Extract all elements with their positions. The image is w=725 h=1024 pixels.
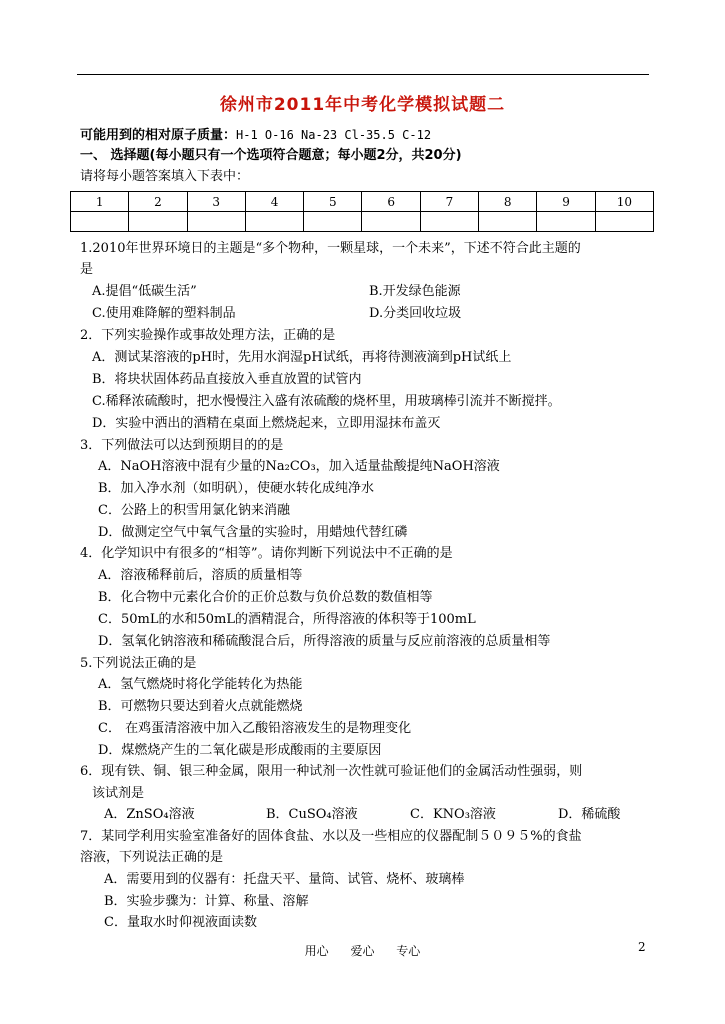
question-1-option-d: D.分类回收垃圾 [369,306,462,321]
answer-cell[interactable] [71,212,129,232]
question-6-option-c: C．KNO₃溶液 [410,807,496,822]
answer-cell[interactable] [420,212,478,232]
question-2-stem: 2．下列实验操作或事故处理方法，正确的是 [80,328,336,343]
question-4-option-c: C．50mL的水和50mL的酒精混合，所得溶液的体积等于100mL [98,612,476,627]
question-4-stem: 4．化学知识中有很多的“相等”。请你判断下列说法中不正确的是 [80,546,453,561]
question-2-option-d: D．实验中洒出的酒精在桌面上燃烧起来，立即用湿抹布盖灭 [92,416,441,431]
question-1-option-c: C.使用难降解的塑料制品 [92,306,236,321]
question-6-option-b: B．CuSO₄溶液 [266,807,358,822]
instruction: 请将每小题答案填入下表中： [80,169,250,184]
answer-header-cell: 8 [479,192,537,212]
question-7-option-a: A．需要用到的仪器有：托盘天平、量筒、试管、烧杯、玻璃棒 [104,872,465,887]
question-5-option-b: B．可燃物只要达到着火点就能燃烧 [98,699,303,714]
question-4-option-b: B．化合物中元素化合价的正价总数与负价总数的数值相等 [98,590,433,605]
question-2-option-b: B．将块状固体药品直接放入垂直放置的试管内 [92,372,362,387]
answer-cell[interactable] [537,212,595,232]
question-2-option-c: C.稀释浓硫酸时，把水慢慢注入盛有浓硫酸的烧杯里，用玻璃棒引流并不断搅拌。 [92,394,561,409]
answer-header-cell: 9 [537,192,595,212]
question-3-option-d: D．做测定空气中氧气含量的实验时，用蜡烛代替红磷 [98,525,408,540]
question-6-stem: 6．现有铁、铜、银三种金属，限用一种试剂一次性就可验证他们的金属活动性强弱，则 [80,764,583,779]
question-6-option-a: A．ZnSO₄溶液 [104,807,195,822]
question-7-option-b: B．实验步骤为：计算、称量、溶解 [104,894,309,909]
answer-cell[interactable] [187,212,245,232]
question-3-stem: 3．下列做法可以达到预期目的的是 [80,438,284,453]
answer-cell[interactable] [245,212,303,232]
answer-cell[interactable] [129,212,187,232]
question-5-option-d: D．煤燃烧产生的二氧化碳是形成酸雨的主要原因 [98,743,382,758]
question-4-option-a: A．溶液稀释前后，溶质的质量相等 [98,568,303,583]
question-1-option-b: B.开发绿色能源 [369,284,461,299]
question-7-stem-cont: 溶液，下列说法正确的是 [80,850,224,865]
question-5-stem: 5.下列说法正确的是 [80,656,197,671]
question-5-option-a: A．氢气燃烧时将化学能转化为热能 [98,677,303,692]
question-4-option-d: D．氢氧化钠溶液和稀硫酸混合后，所得溶液的质量与反应前溶液的总质量相等 [98,634,551,649]
answer-cell[interactable] [362,212,420,232]
answer-header-cell: 6 [362,192,420,212]
question-3-option-c: C．公路上的积雪用氯化钠来消融 [98,503,290,518]
answer-table [70,191,654,232]
page-title: 徐州市2011年中考化学模拟试题二 [219,95,506,115]
question-1-option-a: A.提倡“低碳生活” [92,284,197,299]
question-7-option-c: C．量取水时仰视液面读数 [104,915,257,930]
answer-header-cell: 4 [245,192,303,212]
question-5-option-c: C． 在鸡蛋清溶液中加入乙酸铅溶液发生的是物理变化 [98,721,412,736]
answer-cell[interactable] [595,212,653,232]
answer-header-cell: 7 [420,192,478,212]
question-6-option-d: D．稀硫酸 [558,807,621,822]
answer-table-blank-row [71,212,654,232]
question-1-stem: 1.2010年世界环境日的主题是“多个物种，一颗星球，一个未来”，下述不符合此主题的 [80,241,581,256]
page-number: 2 [638,940,646,954]
question-3-option-a: A．NaOH溶液中混有少量的Na₂CO₃，加入适量盐酸提纯NaOH溶液 [98,459,500,474]
question-2-option-a: A．测试某溶液的pH时，先用水润湿pH试纸，再将待测液滴到pH试纸上 [92,350,512,365]
question-3-option-b: B．加入净水剂（如明矾），使硬水转化成纯净水 [98,481,375,496]
answer-header-cell: 10 [595,192,653,212]
atomic-masses-values: H-1 O-16 Na-23 Cl-35.5 C-12 [236,128,432,142]
question-6-stem-cont: 该试剂是 [92,786,145,801]
header-rule [77,74,649,75]
answer-table-header-row [71,192,654,212]
question-1-stem-cont: 是 [80,262,94,277]
answer-cell[interactable] [479,212,537,232]
section-heading: 一、 选择题(每小题只有一个选项符合题意；每小题2分，共20分) [80,148,462,163]
page-footer: 用心 爱心 专心 [304,944,421,958]
answer-cell[interactable] [304,212,362,232]
answer-header-cell: 2 [129,192,187,212]
atomic-masses-line [80,126,431,145]
answer-header-cell: 3 [187,192,245,212]
question-7-stem: 7．某同学利用实验室准备好的固体食盐、水以及一些相应的仪器配制５０９５%的食盐 [80,829,582,844]
answer-header-cell: 1 [71,192,129,212]
answer-header-cell: 5 [304,192,362,212]
atomic-masses-label: 可能用到的相对原子质量： [80,128,237,143]
